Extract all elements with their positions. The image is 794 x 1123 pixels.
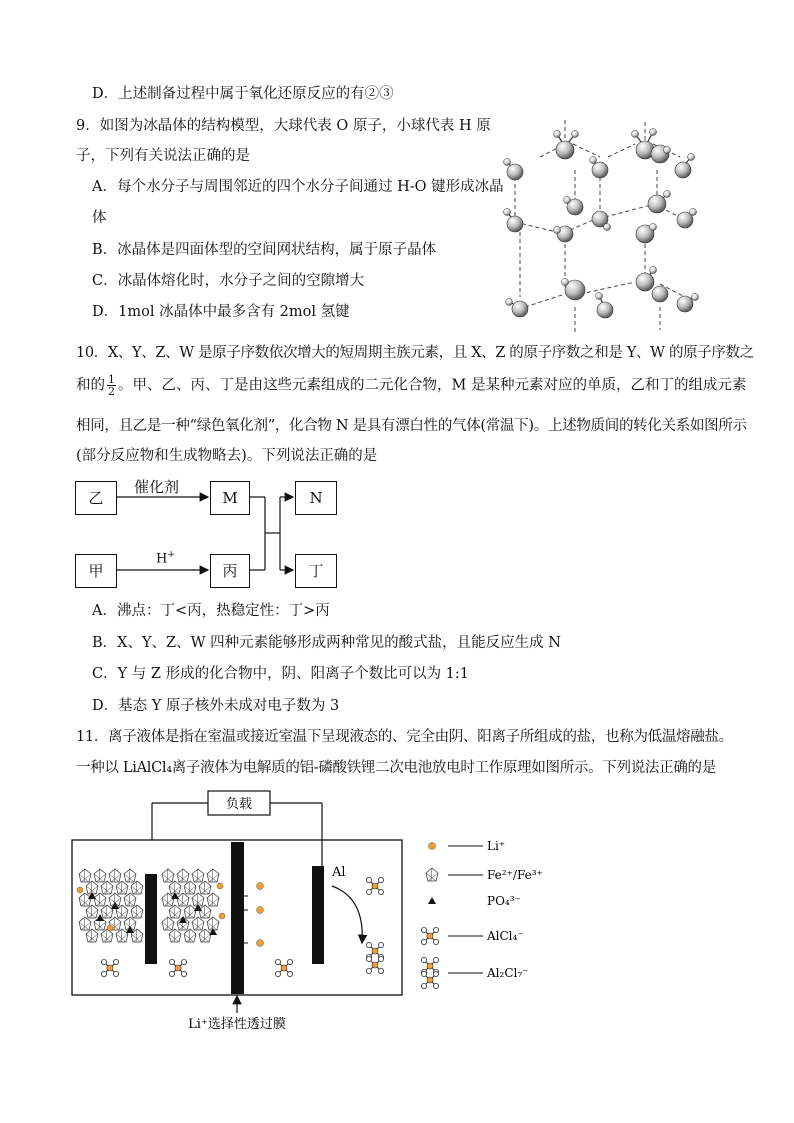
box-n: N	[295, 481, 337, 515]
box-m: M	[210, 481, 250, 515]
q10-stem-line2-start: 和的	[76, 377, 105, 394]
box-bing: 丙	[210, 554, 250, 588]
legend-fe: Fe²⁺/Fe³⁺	[487, 868, 543, 882]
q9-stem-line1: 9．如图为冰晶体的结构模型，大球代表 O 原子，小球代表 H 原	[76, 118, 491, 134]
aluminum-anode	[312, 866, 324, 964]
al-label: Al	[332, 865, 346, 880]
box-jia: 甲	[75, 554, 117, 588]
load-label: 负载	[225, 797, 253, 812]
battery-diagram	[70, 788, 550, 1033]
q10-option-c: C．Y 与 Z 形成的化合物中，阴、阳离子个数比可以为 1:1	[92, 666, 470, 682]
li-selective-membrane	[231, 842, 244, 994]
label-h: H	[156, 551, 168, 567]
fraction-denominator: 2	[108, 385, 115, 398]
q9-option-a-line2: 体	[92, 210, 107, 226]
q10-flow-diagram	[70, 474, 350, 594]
legend-alcl4: AlCl₄⁻	[487, 929, 524, 943]
legend	[421, 839, 542, 989]
label-h-superscript: +	[167, 550, 175, 560]
fraction-numerator: 1	[108, 373, 115, 386]
box-ding: 丁	[295, 554, 337, 588]
membrane-label: Li⁺选择性透过膜	[188, 1017, 286, 1032]
q10-stem-line2	[76, 374, 746, 397]
q11-stem-line1: 11．离子液体是指在室温或接近室温下呈现液态的、完全由阴、阳离子所组成的盐，也称为低温熔融盐。	[76, 729, 733, 745]
legend-po4: PO₄³⁻	[487, 894, 521, 908]
q9-stem-line2: 子，下列有关说法正确的是	[76, 148, 250, 164]
cathode-electrode	[145, 874, 157, 964]
q9-option-a-line1: A．每个水分子与周围邻近的四个水分子间通过 H-O 键形成冰晶	[92, 179, 504, 195]
label-h-plus	[156, 550, 175, 566]
q11-stem-line2: 一种以 LiAlCl₄离子液体为电解质的铝-磷酸铁锂二次电池放电时工作原理如图所示。下列说法正确的是	[76, 760, 716, 776]
q9-option-d: D．1mol 冰晶体中最多含有 2mol 氢键	[92, 304, 350, 320]
q10-stem-line4: (部分反应物和生成物略去)。下列说法正确的是	[76, 448, 378, 464]
legend-al2cl7: Al₂Cl₇⁻	[487, 966, 529, 980]
q8-option-d: D．上述制备过程中属于氧化还原反应的有②③	[92, 86, 394, 102]
label-catalyst: 催化剂	[134, 478, 180, 496]
q10-stem-line1: 10．X、Y、Z、W 是原子序数依次增大的短周期主族元素，且 X、Z 的原子序数之和是 Y、W 的原子序数之	[76, 345, 754, 361]
legend-li: Li⁺	[487, 839, 506, 853]
fraction-one-half	[107, 374, 116, 397]
q10-option-d: D．基态 Y 原子核外未成对电子数为 3	[92, 698, 340, 714]
q9-option-b: B．冰晶体是四面体型的空间网状结构，属于原子晶体	[92, 242, 437, 258]
flow-arrows	[70, 474, 350, 594]
q10-option-a: A．沸点：丁<丙，热稳定性：丁>丙	[92, 603, 330, 619]
q10-option-b: B．X、Y、Z、W 四种元素能够形成两种常见的酸式盐，且能反应生成 N	[92, 635, 561, 651]
q10-stem-line2-end: 。甲、乙、丙、丁是由这些元素组成的二元化合物，M 是某种元素对应的单质，乙和丁的组成元素	[118, 377, 747, 394]
q10-stem-line3: 相同，且乙是一种“绿色氧化剂”，化合物 N 是具有漂白性的气体(常温下)。上述物质间的转化关系如图所示	[76, 418, 747, 434]
ice-crystal-structure-figure	[495, 112, 720, 337]
box-yi: 乙	[75, 481, 117, 515]
q9-option-c: C．冰晶体熔化时，水分子之间的空隙增大	[92, 273, 365, 289]
